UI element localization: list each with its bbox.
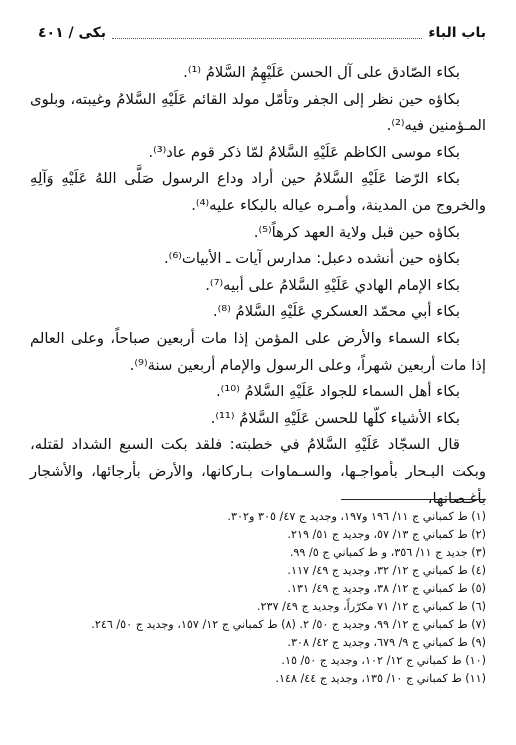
paragraph: بكاؤه حين قبل ولاية العهد كرهاً⁽⁵⁾. (253, 223, 460, 241)
header-dot-leader (112, 28, 422, 39)
footnote: (٢) ط كمباني ج ١٣/ ٥٧، وجديد ج ٥١/ ٢١٩. (287, 528, 486, 541)
footnote: (١) ط كمباني ج ١١/ ١٩٦ و١٩٧، وجديد ج ٤٧/ ٣٠٥ و٣٠٢. (227, 510, 486, 523)
footnote: (٧) ط كمباني ج ١٢/ ٩٩، وجديد ج ٥٠/ ٢. (٨) ط كمباني ج ١٢/ ١٥٧، وجديد ج ٥٠/ ٢٤٦. (91, 618, 486, 631)
paragraph: بكاء أهل السماء للجواد عَلَيْهِ السَّلامُ ⁽¹⁰⁾. (215, 383, 460, 401)
paragraph: بكاء السماء والأرض على المؤمن إذا مات أربعين صباحاً، وعلى العالم إذا مات أربعين شهراً، وعلى الرسول والإمام أربعين سنة⁽⁹⁾. (30, 329, 486, 374)
footnote: (٣) جديد ج ١١/ ٣٥٦، و ط كمباني ج ٥/ ٩٩. (289, 546, 486, 559)
paragraph: بكاء الصّادق على آل الحسن عَلَيْهِمُ السَّلامُ ⁽¹⁾. (183, 64, 460, 81)
footnote: (٦) ط كمباني ج ١٢/ ٧١ مكرّراً، وجديد ج ٤٩/ ٢٣٧. (256, 600, 486, 613)
footnote-separator (341, 499, 486, 500)
paragraph: بكاؤه حين نظر إلى الجفر وتأمّل مولد القائم عَلَيْهِ السَّلامُ وغيبته، وبلوى المـؤمنين فيه⁽²⁾. (30, 90, 486, 135)
footnote: (٤) ط كمباني ج ١٢/ ٣٢، وجديد ج ٤٩/ ١١٧. (287, 564, 486, 577)
entry-and-page-number: بكى / ٤٠١ (38, 25, 107, 41)
paragraph: بكاء الأشياء كلّها للحسن عَلَيْهِ السَّلامُ ⁽¹¹⁾. (210, 409, 460, 427)
paragraph: بكاء أبي محمّد العسكري عَلَيْهِ السَّلامُ ⁽⁸⁾. (212, 303, 460, 321)
running-header (38, 22, 486, 44)
footnote: (٩) ط كمباني ج ٩/ ٦٧٩، وجديد ج ٤٢/ ٣٠٨. (287, 636, 486, 649)
footnote: (١٠) ط كمباني ج ١٢/ ١٠٢، وجديد ج ٥٠/ ١٥. (281, 654, 486, 667)
paragraph: قال السجّاد عَلَيْهِ السَّلامُ في خطبته: فلقد بكت السبع الشداد لقتله، وبكت البـحار بأمواجـها، والسـماوات بـاركانها، والأرض بأرجائها، والأشجار بأغـصانها، (30, 436, 486, 507)
footnotes (30, 508, 486, 688)
paragraph: بكاء الرّضا عَلَيْهِ السَّلامُ حين أراد وداع الرسول صَلَّى اللهُ عَلَيْهِ وَآلِهِ والخروج من المدينة، وأمـره عياله بالبكاء عليه⁽⁴⁾. (30, 170, 486, 214)
paragraph: بكاء الإمام الهادي عَلَيْهِ السَّلامُ على أبيه⁽⁷⁾. (205, 276, 460, 294)
paragraph: بكاء موسى الكاظم عَلَيْهِ السَّلامُ لمّا ذكر قوم عاد⁽³⁾. (148, 143, 460, 161)
chapter-title: باب الباء (428, 25, 486, 41)
main-text (30, 60, 486, 512)
footnote: (١١) ط كمباني ج ١٠/ ١٣٥، وجديد ج ٤٤/ ١٤٨. (275, 672, 486, 685)
footnote: (٥) ط كمباني ج ١٢/ ٣٨، وجديد ج ٤٩/ ١٣١. (287, 582, 486, 595)
paragraph: بكاؤه حين أنشده دعبل: مدارس آيات ـ الأبيات⁽⁶⁾. (163, 250, 460, 268)
